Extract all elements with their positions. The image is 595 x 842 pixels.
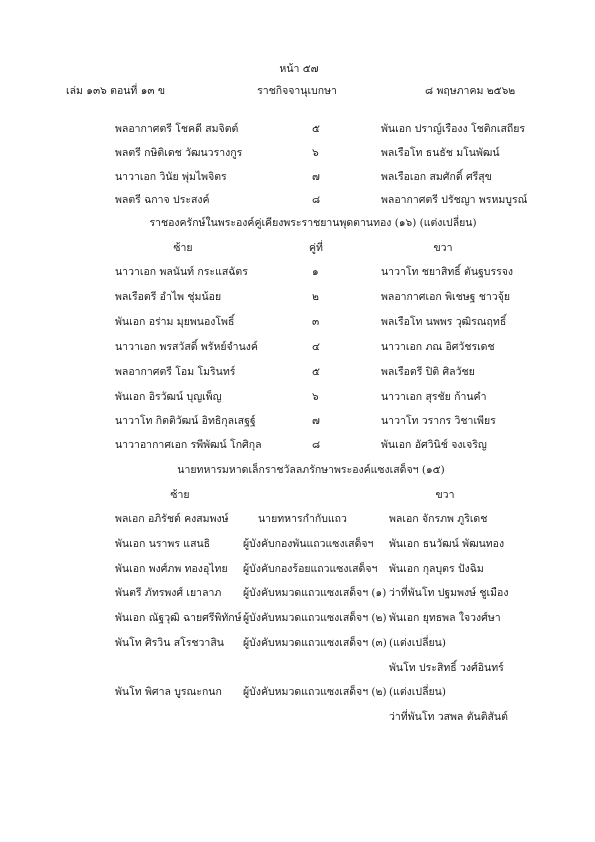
page-number: หน้า ๕๗ [279, 63, 319, 75]
right-name: พันเอก ธนวัฒน์ พัฒนทอง [389, 538, 505, 550]
right-name: ว่าที่พันโท วสพล ตันติสันต์ [389, 711, 508, 723]
left-name: พันเอก นราพร แสนธิ [115, 538, 211, 550]
right-name: ว่าที่พันโท ปฐมพงษ์ ชูเมือง [389, 587, 509, 599]
volume-issue: เล่ม ๑๓๖ ตอนที่ ๑๓ ข [66, 85, 166, 97]
pair-number: ๗ [312, 171, 320, 183]
position-title: นายทหารกำกับแถว [258, 513, 347, 525]
right-name: พลอากาศตรี ปรัชญา พรหมบูรณ์ [381, 194, 528, 206]
left-name: พันโท พิศาล บูรณะกนก [115, 686, 222, 698]
position-title: ผู้บังคับหมวดแถวแซงเสด็จฯ (๒) [243, 612, 387, 624]
left-name: พลตรี ฉกาจ ประสงค์ [115, 194, 210, 206]
right-name: นาวาเอก ภณ อิศวัชรเดช [381, 341, 495, 353]
right-name: พลเรือโท นพพร วุฒิรณฤทธิ์ [381, 316, 507, 328]
column-header-left: ซ้าย [173, 242, 193, 254]
pair-number: ๑ [312, 266, 319, 278]
pair-number: ๘ [312, 439, 321, 451]
left-name: นาวาเอก พลนันท์ กระแสฉัตร [115, 266, 248, 278]
position-title: ผู้บังคับหมวดแถวแซงเสด็จฯ (๓) [243, 637, 387, 649]
position-title: ผู้บังคับหมวดแถวแซงเสด็จฯ (๑) [243, 587, 387, 599]
gazette-title: ราชกิจจานุเบกษา [257, 85, 337, 97]
right-name: พันเอก ปราญ์เรืองง โชติกเสถียร [381, 123, 526, 135]
pair-number: ๓ [312, 316, 320, 328]
left-name: นาวาเอก วินัย พุ่มไพจิตร [115, 171, 227, 183]
left-name: พันเอก อิรวัฒน์ บุญเพ็ญ [115, 391, 222, 403]
left-name: พลอากาศตรี โชคดี สมจิตต์ [115, 123, 239, 135]
right-name: พันเอก อัศวินิช์ จงเจริญ [381, 439, 487, 451]
position-title: ผู้บังคับหมวดแถวแซงเสด็จฯ (๒) [243, 686, 387, 698]
right-name: พันเอก กุลบุตร ปังฉิม [389, 563, 484, 575]
left-name: พลอากาศตรี โอม โมรินทร์ [115, 366, 236, 378]
pair-number: ๕ [312, 366, 320, 378]
right-name: พันเอก ยุทธพล ใจวงศ์ษา [389, 612, 501, 624]
right-name: (แต่งเปลี่ยน) [389, 637, 446, 649]
left-name: พลเอก อภิรัชต์ คงสมพงษ์ [115, 513, 229, 525]
left-name: นาวาอากาศเอก รพีพัฒน์ โกศิกุล [115, 439, 262, 451]
right-name: พันโท ประสิทธิ์ วงศ์อินทร์ [389, 662, 504, 674]
right-name: พลเรือเอก สมศักดิ์ ศรีสุข [381, 171, 492, 183]
pair-number: ๖ [312, 147, 319, 159]
left-name: พลตรี กษิติเดช วัฒนวรางกูร [115, 147, 243, 159]
position-title: ผู้บังคับกองร้อยแถวแซงเสด็จฯ [243, 563, 378, 575]
pair-number: ๘ [312, 194, 321, 206]
left-name: พันเอก อร่าม มุยพนองโพธิ์ [115, 316, 235, 328]
left-name: นาวาเอก พรสวัสดิ์ พรัหย์จำนงค์ [115, 341, 258, 353]
right-name: นาวาโท วรากร วิชาเพียร [381, 415, 496, 427]
left-name: พันตรี ภัทรพงศ์ เยาลาภ [115, 587, 222, 599]
left-name: พันเอก ณัฐวุฒิ ฉายศรีพิทักษ์ [115, 612, 242, 624]
right-name: พลเรือโท ธนธัช มโนพัฒน์ [381, 147, 500, 159]
right-name: นาวาเอก สุรชัย ก้านคำ [381, 391, 487, 403]
column-header-right: ขวา [433, 242, 453, 254]
right-name: พลเอก จักรภพ ภูริเดช [389, 513, 488, 525]
column-header-right: ขวา [435, 489, 455, 501]
column-header-pair: คู่ที่ [309, 242, 323, 254]
left-name: พันโท ศิรวิน สโรชวาสิน [115, 637, 224, 649]
pair-number: ๗ [312, 415, 320, 427]
pair-number: ๕ [312, 123, 320, 135]
pair-number: ๖ [312, 391, 319, 403]
pair-number: ๔ [312, 341, 320, 353]
pair-number: ๒ [312, 291, 319, 303]
position-title: ผู้บังคับกองพันแถวแซงเสด็จฯ [243, 538, 374, 550]
right-name: พลอากาศเอก พิเชษฐ ชาวจุ้ย [381, 291, 510, 303]
publication-date: ๘ พฤษภาคม ๒๕๖๒ [425, 85, 516, 97]
section-title: ราชองครักษ์ในพระองค์คู่เคียงพระราชยานพุดตานทอง (๑๖) (แต่งเปลี่ยน) [149, 217, 477, 229]
left-name: นาวาโท กิตติวัฒน์ อิทธิกุลเสฐฐ์ [115, 415, 256, 427]
right-name: นาวาโท ชยาสิทธิ์ ตันฐบรรจง [381, 266, 514, 278]
left-name: พันเอก พงศ์ภพ ทองอุไทย [115, 563, 228, 575]
left-name: พลเรือตรี อำไพ ชุ่มน้อย [115, 291, 222, 303]
right-name: พลเรือตรี ปิติ ศิลวัชย [381, 366, 475, 378]
section-title: นายทหารมหาดเล็กราชวัลลภรักษาพระองค์แซงเสด็จฯ (๑๕) [177, 464, 445, 476]
right-name: (แต่งเปลี่ยน) [389, 686, 446, 698]
column-header-left: ซ้าย [170, 489, 190, 501]
